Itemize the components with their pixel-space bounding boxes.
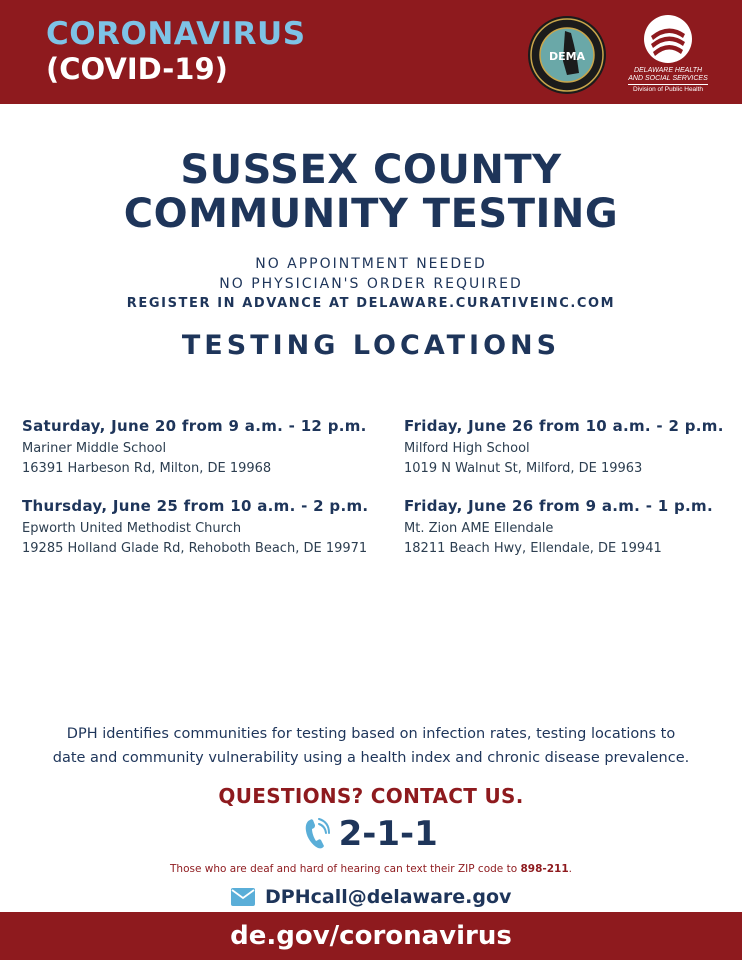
deaf-text-info [0,863,742,875]
location-date: Thursday, June 25 from 10 a.m. - 2 p.m. [22,497,369,515]
brand-title [46,16,306,86]
location-address: 16391 Harbeson Rd, Milton, DE 19968 [22,461,272,476]
headline-line1: SUSSEX COUNTY [180,147,562,193]
headline-line2: COMMUNITY TESTING [123,191,619,237]
phone-contact[interactable] [0,814,742,854]
dema-seal-icon [527,15,607,95]
text-number[interactable]: 898-211 [520,863,569,875]
location-place: Milford High School [404,441,530,456]
info-line2: date and community vulnerability using a health index and chronic disease prevalence. [52,750,690,766]
email-link[interactable]: DPHcall@delaware.gov [265,886,512,908]
brand-title-line1: CORONAVIRUS [46,16,306,52]
location-address: 1019 N Walnut St, Milford, DE 19963 [404,461,643,476]
dhss-name-line2: AND SOCIAL SERVICES [628,75,708,82]
header-band [0,0,742,104]
location-date: Saturday, June 20 from 9 a.m. - 12 p.m. [22,417,367,435]
phone-number[interactable]: 2-1-1 [338,814,438,854]
location-date: Friday, June 26 from 9 a.m. - 1 p.m. [404,497,713,515]
email-contact[interactable] [0,883,742,911]
location-date: Friday, June 26 from 10 a.m. - 2 p.m. [404,417,724,435]
location-item [404,496,734,559]
footer-band [0,912,742,960]
location-place: Mariner Middle School [22,441,167,456]
dhss-division: Division of Public Health [632,86,704,93]
locations-heading: TESTING LOCATIONS [181,330,561,361]
location-place: Mt. Zion AME Ellendale [404,521,554,536]
dhss-logo-icon [643,14,693,64]
deaf-text: Those who are deaf and hard of hearing can text their ZIP code to [170,863,521,875]
mail-icon [231,888,255,906]
phone-icon [304,817,330,851]
testing-criteria-info [30,722,712,770]
dhss-logo [626,14,710,94]
brand-title-line2: (COVID-19) [46,52,228,86]
no-appointment-note: NO APPOINTMENT NEEDED [255,256,487,272]
location-item [22,416,372,479]
deaf-text-end: . [568,863,572,875]
info-line1: DPH identifies communities for testing based on infection rates, testing locations to [66,726,676,742]
testing-notes [0,254,742,314]
dhss-name-line1: DELAWARE HEALTH [633,67,703,74]
location-place: Epworth United Methodist Church [22,521,242,536]
register-note[interactable]: REGISTER IN ADVANCE AT DELAWARE.CURATIVEINC.COM [126,296,616,311]
dhss-divider [628,84,708,85]
website-link[interactable]: de.gov/coronavirus [230,921,512,951]
location-address: 18211 Beach Hwy, Ellendale, DE 19941 [404,541,662,556]
contact-heading: QUESTIONS? CONTACT US. [218,784,524,808]
location-item [404,416,734,479]
no-order-note: NO PHYSICIAN'S ORDER REQUIRED [219,276,523,292]
location-item [22,496,372,559]
page-headline [0,148,742,236]
location-address: 19285 Holland Glade Rd, Rehoboth Beach, DE 19971 [22,541,368,556]
dema-seal-text: DEMA [548,50,586,63]
